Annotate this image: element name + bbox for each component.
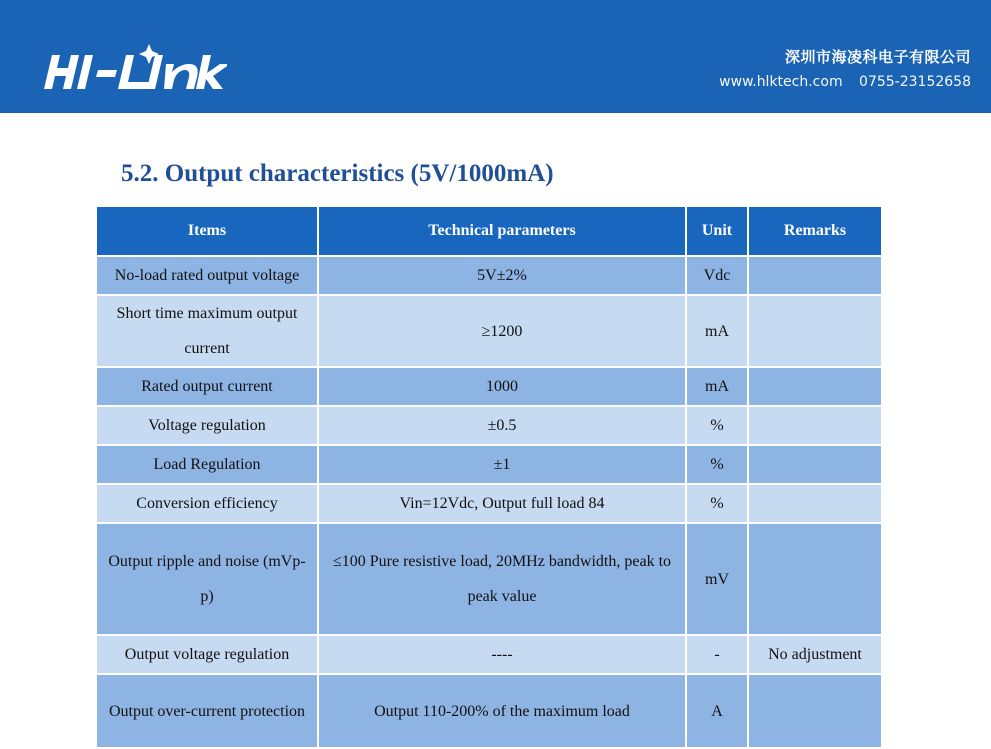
unit-cell: Vdc	[686, 256, 748, 295]
item-cell: Rated output current	[96, 367, 318, 406]
parameter-cell: ≥1200	[318, 295, 686, 367]
remarks-cell	[748, 523, 882, 635]
remarks-cell	[748, 484, 882, 523]
table-row	[96, 635, 882, 674]
item-cell: Output over-current protection	[96, 674, 318, 748]
parameter-cell: ----	[318, 635, 686, 674]
section-title: 5.2. Output characteristics (5V/1000mA)	[121, 160, 554, 187]
parameter-cell: 1000	[318, 367, 686, 406]
table-row	[96, 445, 882, 484]
header-items: Items	[96, 206, 318, 256]
header-remarks: Remarks	[748, 206, 882, 256]
parameter-cell: Output 110-200% of the maximum load	[318, 674, 686, 748]
remarks-cell	[748, 256, 882, 295]
parameter-cell: ±0.5	[318, 406, 686, 445]
unit-cell: %	[686, 445, 748, 484]
unit-cell: mV	[686, 523, 748, 635]
remarks-cell	[748, 295, 882, 367]
header-unit: Unit	[686, 206, 748, 256]
table-header-row	[96, 206, 882, 256]
remarks-cell	[748, 445, 882, 484]
item-cell: Short time maximum output current	[96, 295, 318, 367]
parameter-cell: ±1	[318, 445, 686, 484]
remarks-cell: No adjustment	[748, 635, 882, 674]
table-row	[96, 367, 882, 406]
item-cell: Load Regulation	[96, 445, 318, 484]
table-row	[96, 484, 882, 523]
remarks-cell	[748, 674, 882, 748]
hi-link-logo	[42, 44, 227, 96]
unit-cell: mA	[686, 295, 748, 367]
table-row	[96, 674, 882, 748]
table-row	[96, 523, 882, 635]
item-cell: Conversion efficiency	[96, 484, 318, 523]
table-row	[96, 256, 882, 295]
table-row	[96, 406, 882, 445]
unit-cell: -	[686, 635, 748, 674]
remarks-cell	[748, 406, 882, 445]
unit-cell: A	[686, 674, 748, 748]
header-technical-parameters: Technical parameters	[318, 206, 686, 256]
company-name: 深圳市海凌科电子有限公司	[784, 48, 971, 66]
item-cell: Voltage regulation	[96, 406, 318, 445]
company-info	[719, 46, 971, 92]
unit-cell: %	[686, 484, 748, 523]
unit-cell: %	[686, 406, 748, 445]
output-characteristics-table	[95, 205, 883, 749]
item-cell: Output ripple and noise (mVp-p)	[96, 523, 318, 635]
company-contact	[719, 72, 971, 92]
header-banner	[0, 0, 991, 113]
unit-cell: mA	[686, 367, 748, 406]
parameter-cell: 5V±2%	[318, 256, 686, 295]
item-cell: Output voltage regulation	[96, 635, 318, 674]
parameter-cell: Vin=12Vdc, Output full load 84	[318, 484, 686, 523]
remarks-cell	[748, 367, 882, 406]
company-phone: 0755-23152658	[859, 74, 971, 90]
parameter-cell: ≤100 Pure resistive load, 20MHz bandwidth, peak to peak value	[318, 523, 686, 635]
table-row	[96, 295, 882, 367]
item-cell: No-load rated output voltage	[96, 256, 318, 295]
company-website: www.hlktech.com	[719, 74, 843, 90]
